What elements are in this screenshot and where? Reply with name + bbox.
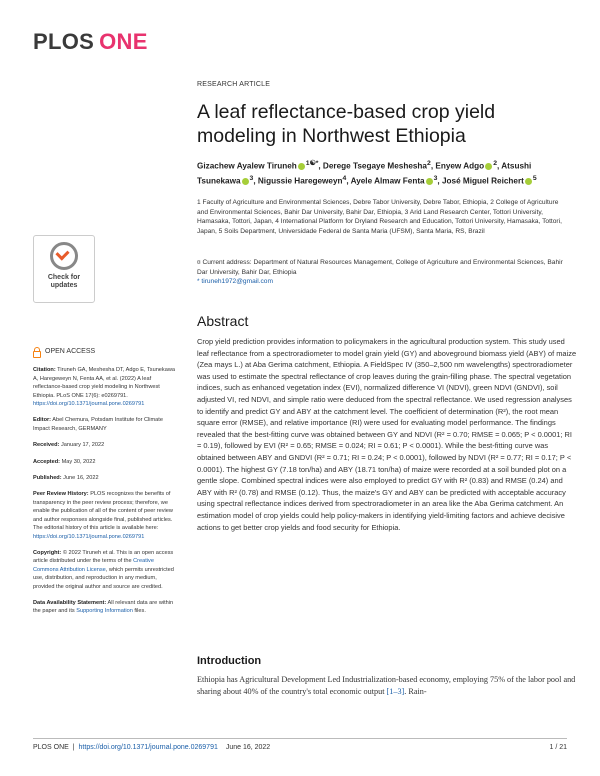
article-type: RESEARCH ARTICLE [197,81,271,88]
article-title: A leaf reflectance-based crop yield modeling in Northwest Ethiopia [197,101,496,147]
editor-text: Abel Chemura, Potsdam Institute for Climate Impact Research, GERMANY [33,417,163,432]
author-name[interactable]: , Atsushi Tsunekawa [197,161,532,186]
peer-review-text: PLOS recognizes the benefits of transparency in the peer review process; therefore, we enable the publication of all of the content of peer review and author responses alongside final, published articles. The editorial history of this article is available here: [33,491,173,532]
author-name[interactable]: , Ayele Almaw Fenta [346,176,425,186]
citation [33,366,178,408]
author-name[interactable]: , Derege Tsegaye Meshesha [318,161,427,171]
accepted-date: May 30, 2022 [60,458,96,465]
abstract-text: Crop yield prediction provides information to policymakers in the agricultural production system. This study used leaf reflectance from a spectroradiometer to model grain yield (GY) and aboveground biomass yield (ABY) of maize (Zea mays L.) at Aba Gerima catchment, Ethiopia. A FieldSpec IV (350–2,500 nm wavelengths) spectroradiometer was used to estimate the spectral reflectance of crop leaves during the grain-filling phase. The spectral vegetation indices, such as enhanced vegetation index (EVI), normalized difference VI (NDVI), green NDVI (GNDVI), soil adjusted VI, red NDVI, and simple ratio were deduced from the spectral reflectance. We used regression analyses to identify and predict GY and ABY at the catchment level. The coefficient of determination (R²), the root mean square error (RMSE), and relative importance (RI) were used for evaluating model performance. The findings revealed that the best-fitting curve was obtained between GY and NDVI (R² = 0.70; RMSE = 0.065; P < 0.0001; RI = 0.19), followed by EVI (R² = 0.65; RMSE = 0.024; RI = 0.61; P < 0.0001). While the best-fitting curve was obtained between ABY and GNDVI (R² = 0.71; RI = 0.24; P < 0.0001), followed by NDVI (R² = 0.77; RI = 0.17; P < 0.0001). The highest GY (7.18 ton/ha) and ABY (18.71 ton/ha) of maize were recorded at a soil bunded plot on a gentle slope. Combined spectral indices were also employed to predict GY with R² (0.83) and RMSE (0.24) and ABY with R² (0.78) and RMSE (0.12). Thus, the maize's GY and ABY can be predicted with acceptable accuracy using spectral reflectance indices derived from spectroradiometer in an area like the Aba Gerima catchment. An estimation model of crop yields could help policy-makers in identifying yield-limiting factors and achieve decisive actions to get better crop yields and food security for Ethiopia. [197,337,577,532]
data-availability-text-2: files. [132,608,146,615]
footer-separator: | [72,744,75,751]
copyright-text: © 2022 Tiruneh et al. This is an open access article distributed under the terms of the [33,549,174,565]
orcid-icon[interactable] [426,178,433,185]
received-label: Received: [33,442,60,449]
intro-text-1: Ethiopia has Agricultural Development Led Industrialization-based economy, employing 75% of the labor pool and sharing about 40% of the country's total economic output [197,675,576,696]
editor-label: Editor: [33,417,52,424]
author-name[interactable]: , Nigussie Haregeweyn [253,176,343,186]
open-access-label [33,348,178,356]
peer-review-label: Peer Review History: [33,491,89,498]
data-availability-label: Data Availability Statement: [33,599,107,606]
corresponding-email[interactable]: * tiruneh1972@gmail.com [197,278,273,285]
journal-logo [33,29,148,55]
received-date: January 17, 2022 [59,442,105,449]
copyright-text-2: , which permits unrestricted use, distribution, and reproduction in any medium, provided the original author and source are credited. [33,566,174,590]
supporting-info-link[interactable]: Supporting Information [76,608,133,615]
peer-review-link[interactable]: https://doi.org/10.1371/journal.pone.0269791 [33,533,145,540]
abstract-heading: Abstract [197,313,249,329]
author-name[interactable]: Gizachew Ayalew Tiruneh [197,161,297,171]
published-label: Published: [33,475,62,482]
data-availability-text: All relevant data are within the paper and its [33,599,174,615]
footer-date: June 16, 2022 [225,744,271,751]
author-sup: 3 [249,174,254,182]
author-name[interactable]: , José Miguel Reichert [437,176,524,186]
orcid-icon[interactable] [525,178,532,185]
logo-one: ONE [99,29,148,54]
orcid-icon[interactable] [485,163,492,170]
footer-left [33,744,272,751]
published [33,474,178,482]
author-name[interactable]: , Enyew Adgo [430,161,485,171]
accepted [33,458,178,466]
footer-journal: PLOS ONE [33,744,69,751]
published-date: June 16, 2022 [61,475,99,482]
author-sup: 3 [433,174,438,182]
current-address: ¤ Current address: Department of Natural Resources Management, College of Agriculture and Environmental Sciences, Bahir Dar University, Bahir Dar, Ethiopia [197,259,563,276]
license-link[interactable]: Creative Commons Attribution License [33,558,154,573]
author-sup: 4 [342,174,347,182]
article-info-sidebar [33,348,178,624]
introduction-text [197,674,577,698]
badge-line1: Check for [47,274,81,281]
logo-plos: PLOS [33,29,95,54]
check-for-updates-badge[interactable] [33,235,95,303]
page-footer [33,738,567,751]
editor [33,416,178,433]
received [33,441,178,449]
check-icon [50,242,78,270]
author-sup: 2 [427,160,431,167]
citation-doi-link[interactable]: https://doi.org/10.1371/journal.pone.0269791 [33,401,145,408]
badge-label [48,274,80,290]
open-lock-icon [33,351,41,358]
footer-doi-link[interactable]: https://doi.org/10.1371/journal.pone.0269791 [78,744,218,751]
data-availability [33,599,178,616]
open-access-text: OPEN ACCESS [45,348,96,355]
badge-line2: updates [50,282,78,289]
page-number: 1 / 21 [549,744,567,751]
intro-text-2: . Rain- [404,687,427,696]
copyright-label: Copyright: [33,549,62,556]
copyright [33,549,178,591]
author-sup: 2 [493,160,497,167]
author-list [197,158,567,187]
accepted-label: Accepted: [33,458,61,465]
author-sup: 1☯* [305,160,319,167]
introduction-heading: Introduction [197,655,262,667]
peer-review-history [33,490,178,540]
citation-text: Tiruneh GA, Meshesha DT, Adgo E, Tsunekawa A, Haregeweyn N, Fenta AA, et al. (2022) A leaf reflectance-based crop yield modeling in Northwest Ethiopia. PLoS ONE 17(6): e0269791. [33,367,175,399]
affiliations: 1 Faculty of Agriculture and Environmental Sciences, Debre Tabor University, Debre Tabor, Ethiopia, 2 College of Agriculture and Environmental Sciences, Bahir Dar University, Bahir Dar, Ethiopia, 3 Arid Land Research Center, Tottori University, Hamasaka, Tottori, Japan, 4 International Platform for Dryland Research and Education, Tottori University, Hamasaka, Tottori, Japan, 5 Soils Department, Universidade Federal de Santa Maria (UFSM), Santa Maria, RS, Brazil [197,199,562,235]
orcid-icon[interactable] [298,163,305,170]
author-sup: 5 [532,174,537,182]
citation-label: Citation: [33,367,56,374]
orcid-icon[interactable] [242,178,249,185]
reference-link[interactable]: [1–3] [386,687,405,696]
